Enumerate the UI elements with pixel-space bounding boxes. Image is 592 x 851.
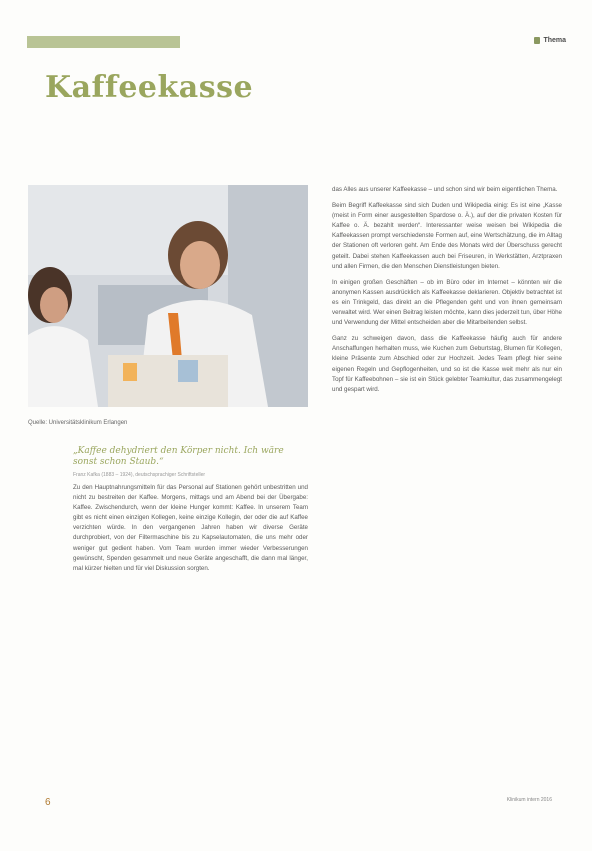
pull-quote: „Kaffee dehydriert den Körper nicht. Ich wäre sonst schon Staub.“ [73,446,284,467]
publication-footer: Klinikum intern 2016 [506,797,552,803]
left-column [73,483,308,580]
left-paragraph: Zu den Hauptnahrungsmitteln für das Personal auf Stationen gehört unbestritten und nicht zu bestreiten der Kaffee. Morgens, mittags und am Abend bei der Übergabe: Kaffee. Zwischendurch, wenn der kleine Hunger kommt: Kaffee. In unserem Team gibt es nicht einen einzigen Kollegen, keine einzige Kollegin, der oder die auf Kaffee verzichten würde. In den vergangenen Jahren haben wir diverse Geräte durchprobiert, von der Filtermaschine bis zu Kapselautomaten, die uns mehr oder weniger gut gedient haben. Vom Team wurden immer wieder Verbesserungen gewünscht, Spenden gesammelt und neue Geräte angeschafft, die dann mal länger, mal kürzer hielten und für viel Diskussion sorgten. [73,484,308,572]
right-column [332,185,562,401]
photo-caption: Quelle: Universitätsklinikum Erlangen [28,420,128,426]
article-photo [28,185,308,407]
right-paragraph: In einigen großen Geschäften – ob im Büro oder im Internet – könnten wir die anonymen Kassen ausdrücklich als Kaffeekasse deklarieren. Objektiv betrachtet ist es ein Trinkgeld, das direkt an die Pflegenden geht und von ihnen gemeinsam verwaltet wird. Wer einen Beitrag leisten möchte, kann dies jederzeit tun, über Höhe und Verwendung der Mittel entscheiden aber die Mitarbeitenden selbst. [332,278,562,327]
section-label: Thema [543,37,566,44]
header-bar [27,36,180,48]
section-tag [534,37,566,44]
photo-illustration [28,185,308,407]
right-paragraph: das Alles aus unserer Kaffeekasse – und schon sind wir beim eigentlichen Thema. [332,186,558,193]
page-number: 6 [45,797,51,808]
quote-source: Franz Kafka (1883 – 1924), deutschsprachiger Schriftsteller [73,472,206,478]
bookmark-icon [534,37,540,44]
right-paragraph: Beim Begriff Kaffeekasse sind sich Duden und Wikipedia einig: Es ist eine „Kasse (meist in Form einer ausgestellten Spardose o. Ä.), auf der die privaten Kosten für Kaffee o. Ä. bezahlt werden“. Interessanter weise weisen bei Wikipedia die Kaffeekassen prompt verschiedenste Formen auf, eine Wertschätzung, die im Alltag der Stationen oft verloren geht. Am Ende des Monats wird der Überschuss gerecht geteilt. Dabei stehen Kaffeekassen auch bei Friseuren, in Werkstätten, Arztpraxen und allen Firmen, die den Menschen Dienstleistungen bieten. [332,202,562,270]
page-title: Kaffeekasse [45,70,254,105]
right-paragraph: Ganz zu schweigen davon, dass die Kaffeekasse häufig auch für andere Anschaffungen herhalten muss, wie Kuchen zum Geburtstag, Blumen für Kollegen, kleine Präsente zum Abschied oder zur Hochzeit. Jedes Team pflegt hier seine eigenen Regeln und Gepflogenheiten, und so ist die Kasse weit mehr als nur ein Topf für Kaffeebohnen – sie ist ein Stück gelebter Teamkultur, das zusammengelegt und gespart wird. [332,335,562,393]
